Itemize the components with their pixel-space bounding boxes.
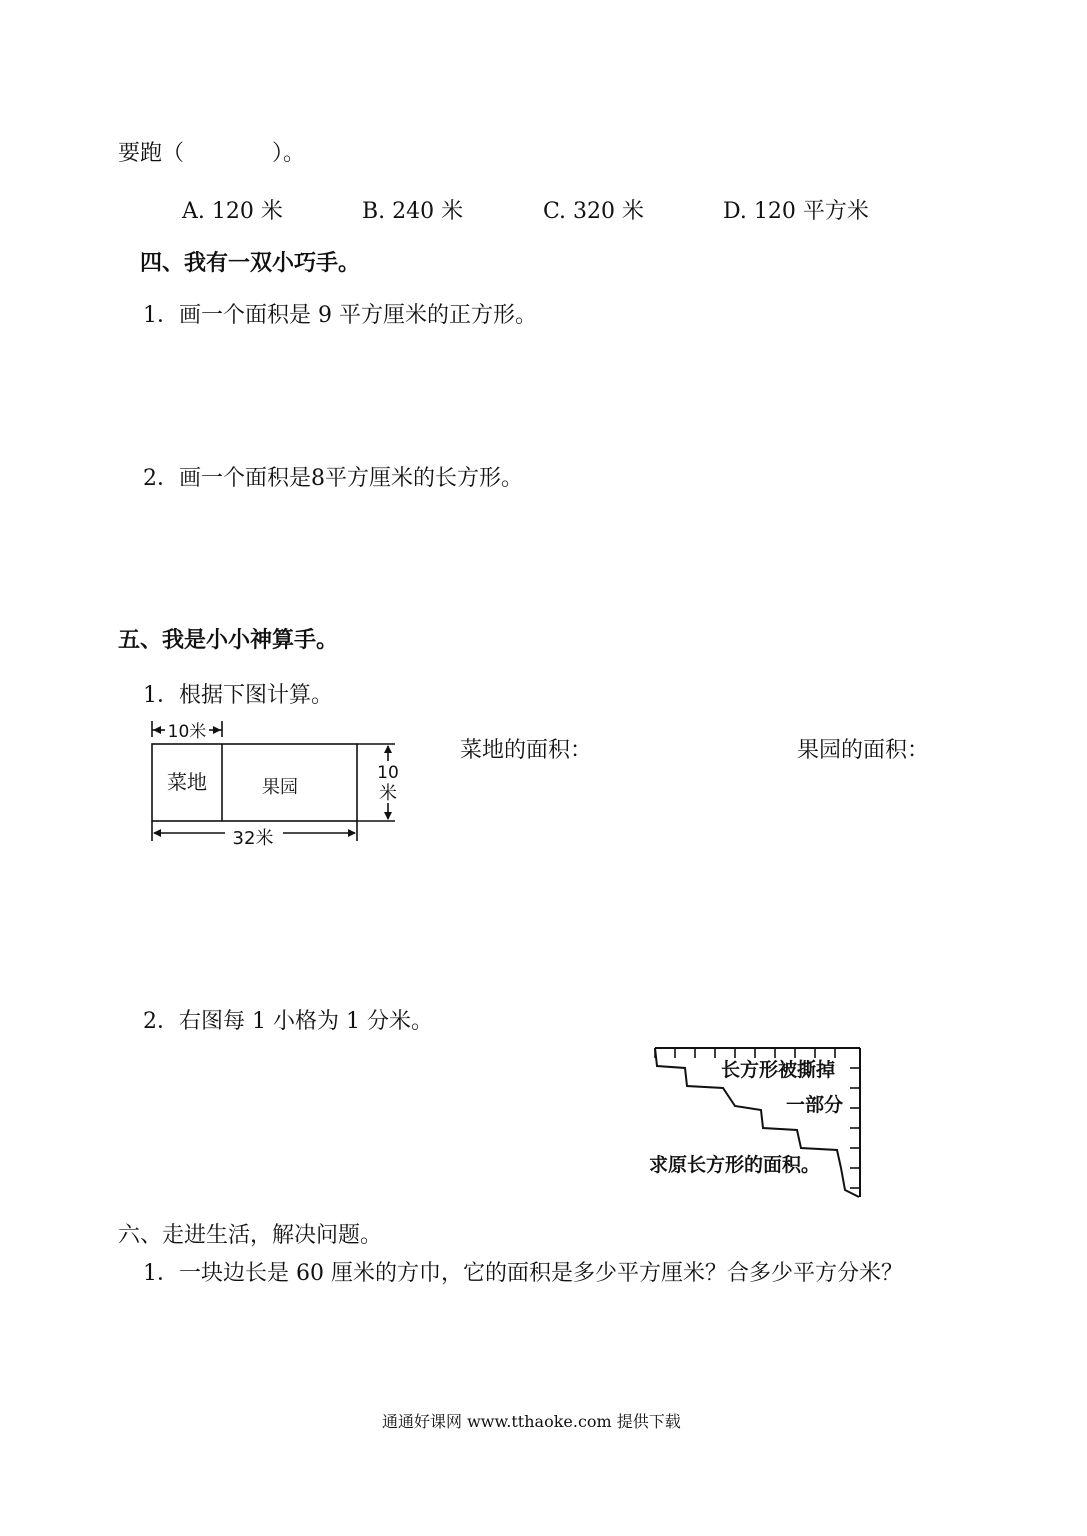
section-5-question-2: 2．右图每 1 小格为 1 分米。: [143, 1009, 433, 1034]
figure-text-line-2: 一部分: [785, 1094, 843, 1116]
orchard-plot-label: 果园: [262, 777, 298, 798]
figure-text-line-1: 长方形被撕掉: [720, 1059, 835, 1081]
section-4-title: 四、我有一双小巧手。: [140, 251, 361, 276]
section-5-title: 五、我是小小神算手。: [118, 628, 339, 653]
vegetable-area-label: 菜地的面积：: [460, 738, 593, 763]
section-5-question-1: 1．根据下图计算。: [143, 683, 333, 708]
question-continuation: 要跑（ ）。: [118, 141, 306, 166]
bottom-dimension-label: 32米: [232, 828, 274, 849]
figure-text-line-3: 求原长方形的面积。: [649, 1154, 821, 1176]
vegetable-plot-label: 菜地: [167, 770, 207, 794]
option-b: [362, 194, 463, 225]
option-d-letter: D.: [723, 199, 747, 224]
option-d: [723, 194, 869, 225]
torn-rectangle-figure: [645, 1040, 870, 1205]
option-c-letter: C.: [543, 199, 567, 224]
option-c: [543, 194, 644, 225]
option-a-letter: A.: [182, 199, 205, 224]
option-a: [182, 194, 283, 225]
side-dimension-number: 10: [377, 763, 399, 783]
page-footer: 通通好课网 www.tthaoke.com 提供下载: [382, 1412, 681, 1431]
option-c-text: 320 米: [573, 199, 645, 224]
option-b-letter: B.: [362, 199, 386, 224]
option-d-text: 120 平方米: [753, 199, 869, 224]
side-dimension-unit: 米: [379, 783, 397, 804]
top-dimension-label: 10米: [167, 722, 207, 742]
option-a-text: 120 米: [211, 199, 283, 224]
section-4-question-1: 1．画一个面积是 9 平方厘米的正方形。: [143, 303, 537, 328]
section-4-question-2: 2．画一个面积是8平方厘米的长方形。: [143, 466, 523, 491]
option-b-text: 240 米: [392, 199, 464, 224]
section-6-title: 六、走进生活，解决问题。: [118, 1223, 383, 1248]
garden-diagram: [145, 715, 405, 855]
orchard-area-label: 果园的面积：: [797, 738, 930, 763]
section-6-question-1: 1．一块边长是 60 厘米的方巾，它的面积是多少平方厘米？合多少平方分米？: [143, 1261, 903, 1286]
